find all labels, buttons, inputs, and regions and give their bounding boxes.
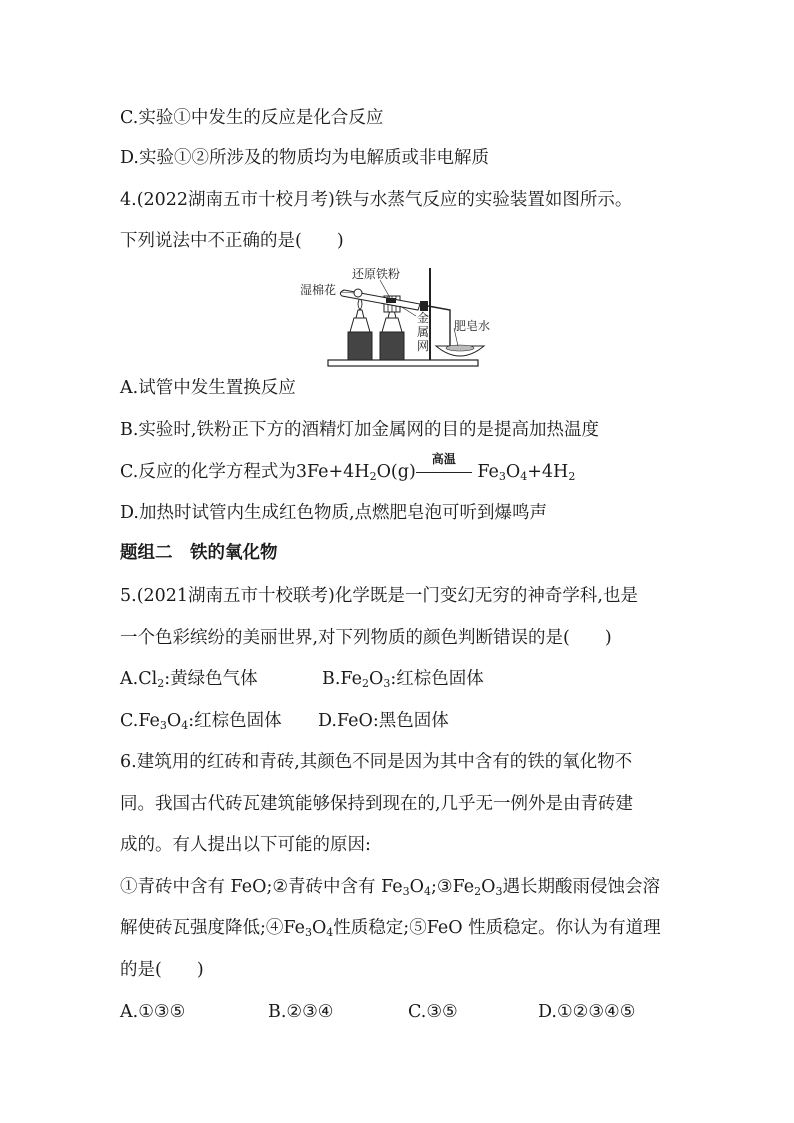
right-block [380, 332, 404, 360]
base-board [328, 360, 478, 366]
q5-stem-line-2: 一个色彩缤纷的美丽世界,对下列物质的颜色判断错误的是( ) [120, 628, 612, 648]
q6-line-5: 解使砖瓦强度降低$;④Fe_3O_4$性质稳定;⑤FeO 性质稳定。你认为有道理 [120, 918, 661, 939]
q5-stem-line-1: 5.(2021湖南五市十校联考)化学既是一门变幻无穷的神奇学科,也是 [120, 586, 638, 606]
q6-option-c: C.③⑤ [408, 1002, 458, 1022]
wet-cotton [354, 289, 362, 297]
q6-line-2: 同。我国古代砖瓦建筑能够保持到现在的,几乎无一例外是由青砖建 [120, 794, 634, 814]
label-mesh-3: 网 [417, 339, 430, 353]
q6-option-b: B.②③④ [268, 1002, 334, 1022]
label-mesh-2: 属 [417, 325, 430, 339]
q6-line-6: 的是( ) [120, 960, 204, 980]
stopper [420, 301, 428, 311]
q4-option-c: C.反应的化学方程式为$3Fe+4H_2O(g)$高温 $Fe_3O_4+4H_2$ [120, 452, 576, 483]
label-mesh-1: 金 [417, 311, 430, 325]
section-title: 题组二 铁的氧化物 [120, 543, 278, 563]
right-lamp-body [382, 318, 402, 332]
q6-line-4: ①青砖中含有 FeO;②青砖中含有 $Fe_3O_4;③Fe_2O_3$遇长期酸雨侵蚀会溶 [120, 877, 660, 898]
q3-option-d: D.实验①②所涉及的物质均为电解质或非电解质 [120, 148, 489, 168]
q4-stem-line-1: 4.(2022湖南五市十校月考)铁与水蒸气反应的实验装置如图所示。 [120, 190, 633, 210]
label-iron-powder: 还原铁粉 [352, 267, 401, 281]
q4-option-b: B.实验时,铁粉正下方的酒精灯加金属网的目的是提高加热温度 [120, 420, 599, 440]
delivery-tube [428, 306, 450, 350]
q3-option-c: C.实验①中发生的反应是化合反应 [120, 108, 384, 128]
q6-line-1: 6.建筑用的红砖和青砖,其颜色不同是因为其中含有的铁的氧化物不 [120, 752, 633, 772]
left-block [348, 332, 372, 360]
label-soap-water: 肥皂水 [454, 319, 491, 333]
q5-option-d: D.FeO:黑色固体 [318, 711, 449, 731]
label-wet-cotton: 湿棉花 [300, 283, 337, 297]
reaction-condition: 高温 [431, 452, 456, 466]
q5-option-c: $C.Fe_3O_4$:红棕色固体 [120, 711, 282, 732]
reaction-arrow-line [416, 472, 472, 473]
q5-option-b: $B.Fe_2O_3$:红棕色固体 [322, 669, 484, 690]
soap-bubbles [446, 345, 474, 351]
q6-option-d: D.①②③④⑤ [538, 1002, 636, 1022]
q5-option-a: $A.Cl_2$:黄绿色气体 [120, 669, 258, 690]
q6-line-3: 成的。有人提出以下可能的原因: [120, 835, 371, 855]
iron-powder [386, 298, 396, 303]
q4-option-a: A.试管中发生置换反应 [120, 378, 296, 398]
q6-option-a: A.①③⑤ [120, 1002, 186, 1022]
q4-stem-line-2: 下列说法中不正确的是( ) [120, 231, 344, 251]
left-lamp-neck [356, 310, 364, 318]
apparatus-figure [300, 266, 500, 372]
q4-option-d: D.加热时试管内生成红色物质,点燃肥皂泡可听到爆鸣声 [120, 503, 548, 523]
left-lamp-body [350, 318, 370, 332]
